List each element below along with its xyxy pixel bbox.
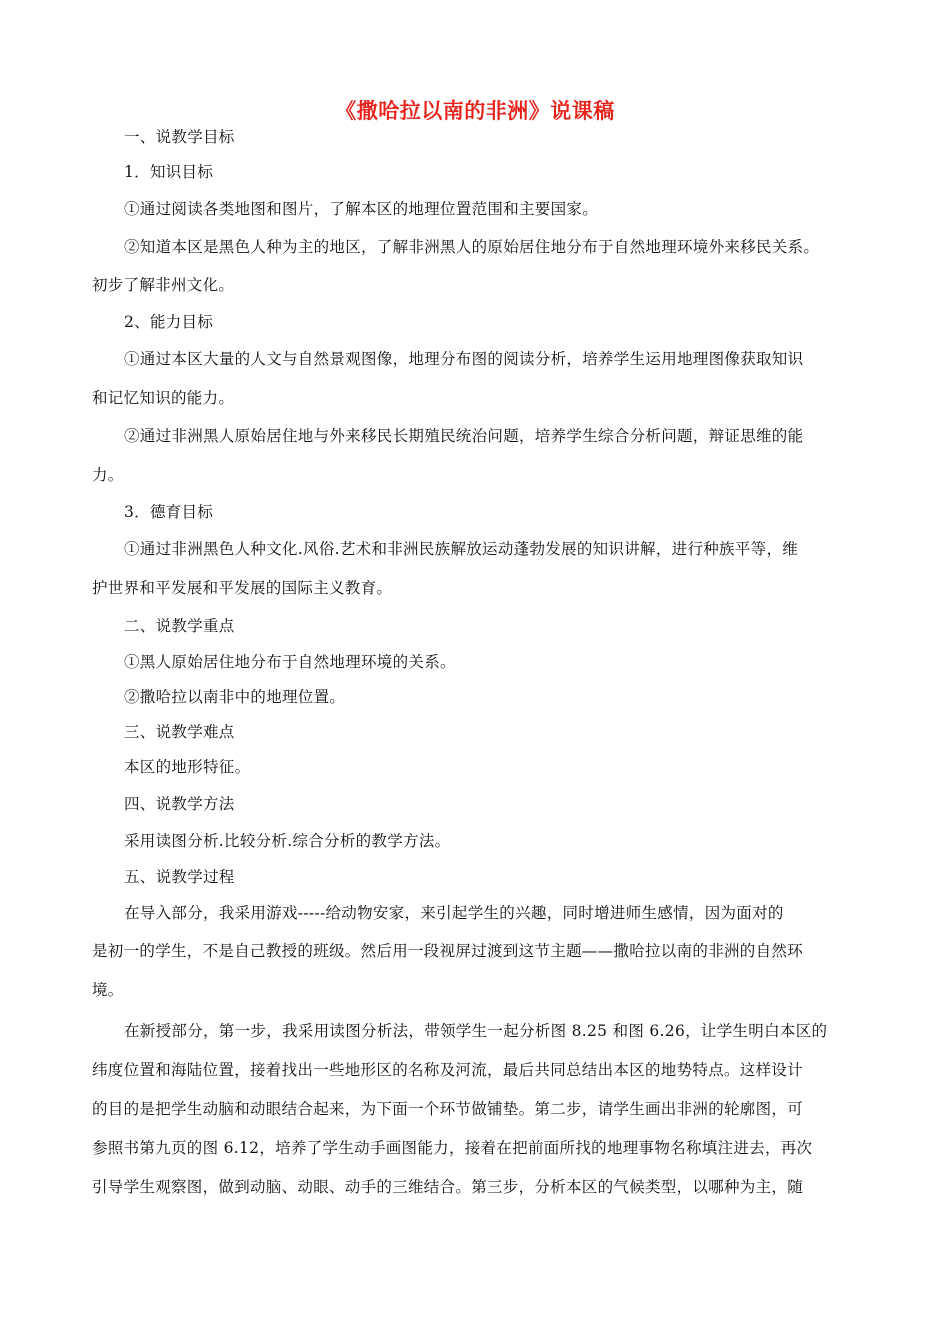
paragraph-line: ②知道本区是黑色人种为主的地区，了解非洲黑人的原始居住地分布于自然地理环境外来移民关系。 — [124, 238, 820, 256]
paragraph-line: 护世界和平发展和平发展的国际主义教育。 — [92, 579, 393, 597]
paragraph-line: 引导学生观察图，做到动脑、动眼、动手的三维结合。第三步，分析本区的气候类型，以哪种为主，随 — [92, 1178, 804, 1196]
paragraph-line: 纬度位置和海陆位置，接着找出一些地形区的名称及河流，最后共同总结出本区的地势特点。这样设计 — [92, 1061, 804, 1079]
paragraph-line: 采用读图分析.比较分析.综合分析的教学方法。 — [124, 832, 451, 850]
paragraph-line: ①通过阅读各类地图和图片，了解本区的地理位置范围和主要国家。 — [124, 200, 599, 218]
section-heading-process: 五、说教学过程 — [124, 868, 235, 886]
paragraph-line: ①黑人原始居住地分布于自然地理环境的关系。 — [124, 653, 456, 671]
section-heading-goals: 一、说教学目标 — [124, 128, 235, 146]
paragraph-line: 力。 — [92, 466, 124, 484]
paragraph-line: ②撒哈拉以南非中的地理位置。 — [124, 688, 346, 706]
paragraph-line: 是初一的学生，不是自己教授的班级。然后用一段视屏过渡到这节主题——撒哈拉以南的非洲的自然环 — [92, 942, 804, 960]
subheading-ability: 2、能力目标 — [124, 313, 214, 331]
section-heading-difficulties: 三、说教学难点 — [124, 723, 235, 741]
paragraph-line: ①通过非洲黑色人种文化.风俗.艺术和非洲民族解放运动蓬勃发展的知识讲解，进行种族平等，维 — [124, 540, 799, 558]
paragraph-line: ①通过本区大量的人文与自然景观图像，地理分布图的阅读分析，培养学生运用地理图像获取知识 — [124, 350, 804, 368]
section-heading-key-points: 二、说教学重点 — [124, 617, 235, 635]
paragraph-line: ②通过非洲黑人原始居住地与外来移民长期殖民统治问题，培养学生综合分析问题，辩证思维的能 — [124, 427, 804, 445]
paragraph-line: 境。 — [92, 981, 124, 999]
paragraph-line: 和记忆知识的能力。 — [92, 389, 235, 407]
paragraph-line: 本区的地形特征。 — [124, 758, 251, 776]
paragraph-line: 初步了解非州文化。 — [92, 276, 235, 294]
paragraph-line: 在导入部分，我采用游戏-----给动物安家，来引起学生的兴趣，同时增进师生感情，因为面对的 — [124, 904, 784, 922]
subheading-moral: 3．德育目标 — [124, 503, 214, 521]
paragraph-line: 参照书第九页的图 6.12，培养了学生动手画图能力，接着在把前面所找的地理事物名称填注进去，再次 — [92, 1139, 813, 1157]
document-title: 《撒哈拉以南的非洲》说课稿 — [335, 99, 615, 123]
paragraph-line: 的目的是把学生动脑和动眼结合起来，为下面一个环节做铺垫。第二步，请学生画出非洲的轮廓图，可 — [92, 1100, 804, 1118]
paragraph-line: 在新授部分，第一步，我采用读图分析法，带领学生一起分析图 8.25 和图 6.26，让学生明白本区的 — [124, 1022, 828, 1040]
section-heading-methods: 四、说教学方法 — [124, 795, 235, 813]
subheading-knowledge: 1．知识目标 — [124, 163, 214, 181]
